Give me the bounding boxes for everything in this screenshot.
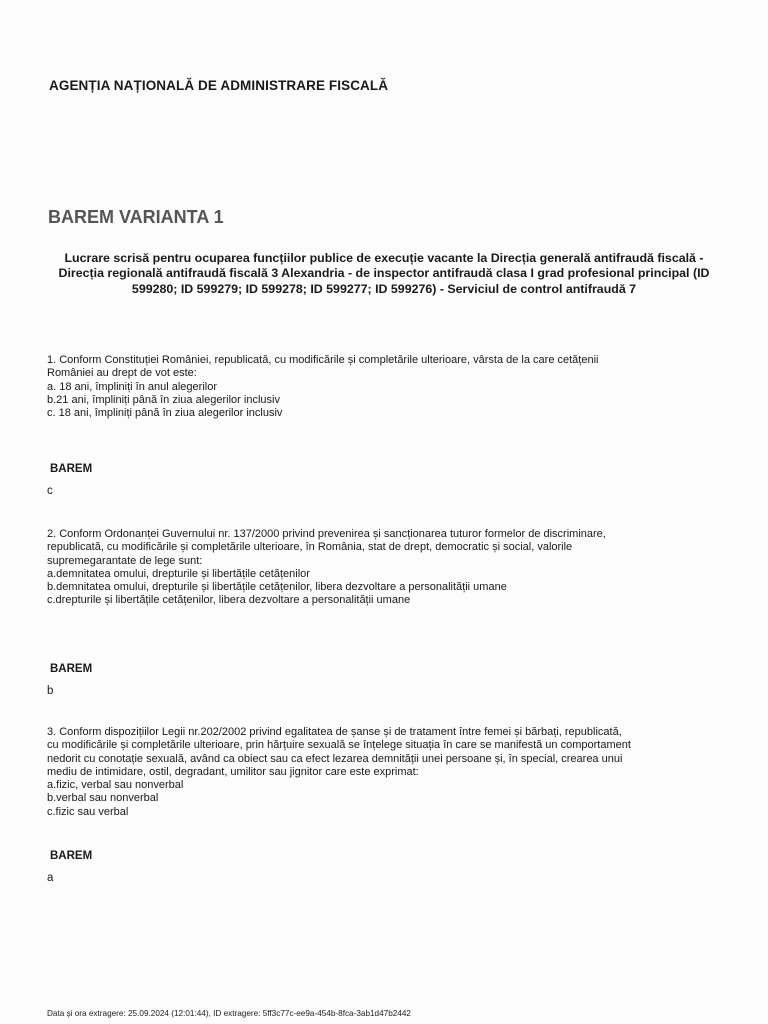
question-3-line: cu modificările și completările ulterioare, prin hărțuire sexuală se înțelege situația în care se manifestă un comportament [47,739,631,752]
exam-subtitle: Lucrare scrisă pentru ocuparea funcțiilor publice de execuție vacante la Direcția generală antifraudă fiscală - Direcția regională antifraudă fiscală 3 Alexandria - de inspector antifraudă clasa I grad profesional principal (ID 599280; ID 599279; ID 599278; ID 599277; ID 599276) - Serviciul de control antifraudă 7 [58,251,710,296]
question-2 [47,528,727,608]
question-2-option-b: b.demnitatea omului, drepturile și libertățile cetățenilor, libera dezvoltare a personalității umane [47,581,507,594]
question-2-line: supremegarantate de lege sunt: [47,554,203,567]
question-1-option-b: b.21 ani, împliniți până în ziua alegerilor inclusiv [47,393,280,406]
question-3-option-c: c.fizic sau verbal [47,805,129,818]
question-2-option-c: c.drepturile și libertățile cetățenilor, libera dezvoltare a personalității umane [47,594,411,607]
question-3-answer: a [47,872,54,884]
question-1-line: României au drept de vot este: [47,367,197,380]
variant-title: BAREM VARIANTA 1 [48,207,224,227]
question-3-option-a: a.fizic, verbal sau nonverbal [47,779,184,792]
question-3-barem-label: BAREM [50,850,93,862]
question-3-line: mediu de intimidare, ostil, degradant, umilitor sau jignitor care este exprimat: [47,765,419,778]
question-3-line: 3. Conform dispozițiilor Legii nr.202/2002 privind egalitatea de șanse și de tratament între femei și bărbați, republicată, [47,726,622,738]
question-1-option-a: a. 18 ani, împliniți în anul alegerilor [47,380,217,393]
question-2-answer: b [47,685,54,697]
question-1-option-c: c. 18 ani, împliniți până în ziua alegerilor inclusiv [47,407,283,420]
agency-name: AGENȚIA NAȚIONALĂ DE ADMINISTRARE FISCALĂ [49,78,389,93]
question-2-option-a: a.demnitatea omului, drepturile și libertățile cetățenilor [47,567,310,580]
question-1 [47,354,727,420]
question-3-option-b: b.verbal sau nonverbal [47,792,159,805]
extraction-footer: Data și ora extragere: 25.09.2024 (12:01:44), ID extragere: 5ff3c77c-ee9a-454b-8fca-3ab1d47b2442 [47,1009,411,1018]
question-1-answer: c [47,485,53,497]
question-2-barem-label: BAREM [50,663,93,675]
question-2-line: 2. Conform Ordonanței Guvernului nr. 137/2000 privind prevenirea și sancționarea tuturor formelor de discriminare, [47,528,606,540]
question-2-line: republicată, cu modificările și completările ulterioare, în România, stat de drept, democratic și social, valorile [47,541,573,554]
question-1-line: 1. Conform Constituției României, republicată, cu modificările și completările ulterioare, vârsta de la care cetățenii [47,354,599,366]
question-3-line: nedorit cu conotație sexuală, având ca obiect sau ca efect lezarea demnității unei persoane și, în special, crearea unui [47,752,623,765]
question-3 [47,726,727,819]
question-1-barem-label: BAREM [50,463,93,475]
